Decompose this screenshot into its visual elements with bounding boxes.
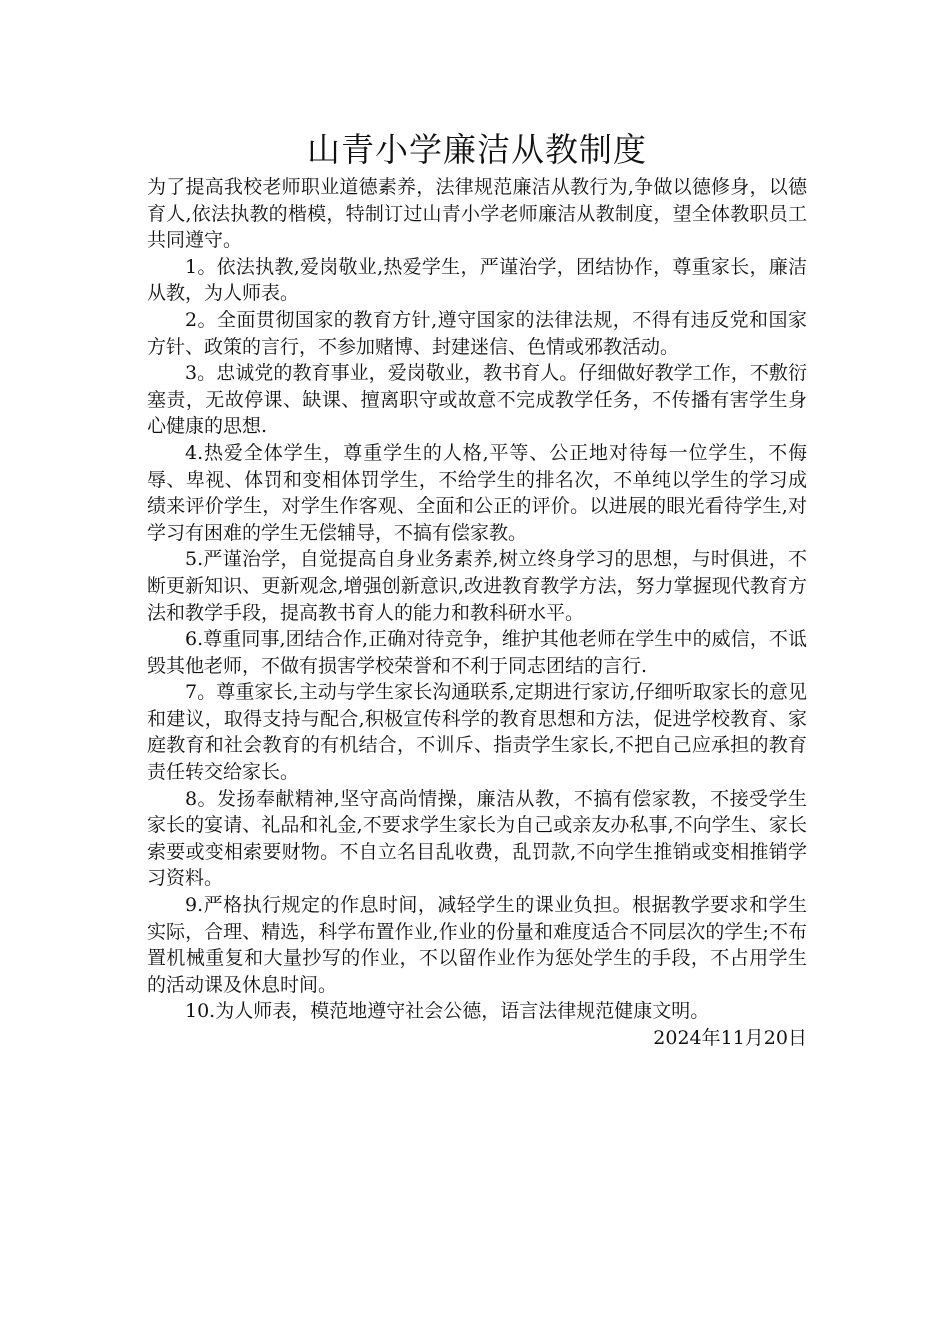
document-title: 山青小学廉洁从教制度 (307, 130, 647, 169)
rule-item-1: 1。依法执教,爱岗敬业,热爱学生，严谨治学，团结协作，尊重家长，廉洁从教，为人师表。 (147, 255, 807, 305)
document-date: 2024年11月20日 (653, 1027, 807, 1049)
rule-item-6: 6.尊重同事,团结合作,正确对待竞争，维护其他老师在学生中的威信，不诋毁其他老师，不做有损害学校荣誉和不利于同志团结的言行. (147, 628, 807, 677)
rule-item-10: 10.为人师表，模范地遵守社会公德，语言法律规范健康文明。 (185, 1000, 710, 1023)
rule-item-8: 8。发扬奉献精神,坚守高尚情操，廉洁从教，不搞有偿家教，不接受学生家长的宴请、礼品和礼金,不要求学生家长为自己或亲友办私事,不向学生、家长索要或变相索要财物。不自立名目乱收费，乱罚款,不向学生推销或变相推销学习资料。 (147, 787, 807, 890)
rule-item-4: 4.热爱全体学生，尊重学生的人格,平等、公正地对待每一位学生，不侮辱、卑视、体罚和变相体罚学生，不给学生的排名次，不单纯以学生的学习成绩来评价学生，对学生作客观、全面和公正的评价。以进展的眼光看待学生,对学习有困难的学生无偿辅导，不搞有偿家教。 (147, 441, 807, 544)
rule-item-7: 7。尊重家长,主动与学生家长沟通联系,定期进行家访,仔细听取家长的意见和建议，取得支持与配合,积极宣传科学的教育思想和方法，促进学校教育、家庭教育和社会教育的有机结合，不训斥、指责学生家长,不把自己应承担的教育责任转交给家长。 (147, 681, 807, 784)
rule-item-5: 5.严谨治学，自觉提高自身业务素养,树立终身学习的思想，与时俱进，不断更新知识、更新观念,增强创新意识,改进教育教学方法，努力掌握现代教育方法和教学手段，提高教书育人的能力和教科研水平。 (147, 548, 807, 624)
rule-item-9: 9.严格执行规定的作息时间，减轻学生的课业负担。根据教学要求和学生实际，合理、精选，科学布置作业,作业的份量和难度适合不同层次的学生;不布置机械重复和大量抄写的作业，不以留作业作为惩处学生的手段，不占用学生的活动课及休息时间。 (147, 894, 807, 996)
rule-item-3: 3。忠诚党的教育事业，爱岗敬业，教书育人。仔细做好教学工作，不敷衍塞责，无故停课、缺课、擅离职守或故意不完成教学任务，不传播有害学生身心健康的思想. (147, 362, 807, 438)
document-page (147, 128, 807, 1052)
intro-paragraph: 为了提高我校老师职业道德素养，法律规范廉洁从教行为,争做以德修身，以德育人,依法执教的楷模，特制订过山青小学老师廉洁从教制度，望全体教职员工共同遵守。 (147, 176, 807, 252)
rule-item-2: 2。全面贯彻国家的教育方针,遵守国家的法律法规，不得有违反党和国家方针、政策的言行，不参加赌博、封建迷信、色情或邪教活动。 (147, 308, 807, 358)
